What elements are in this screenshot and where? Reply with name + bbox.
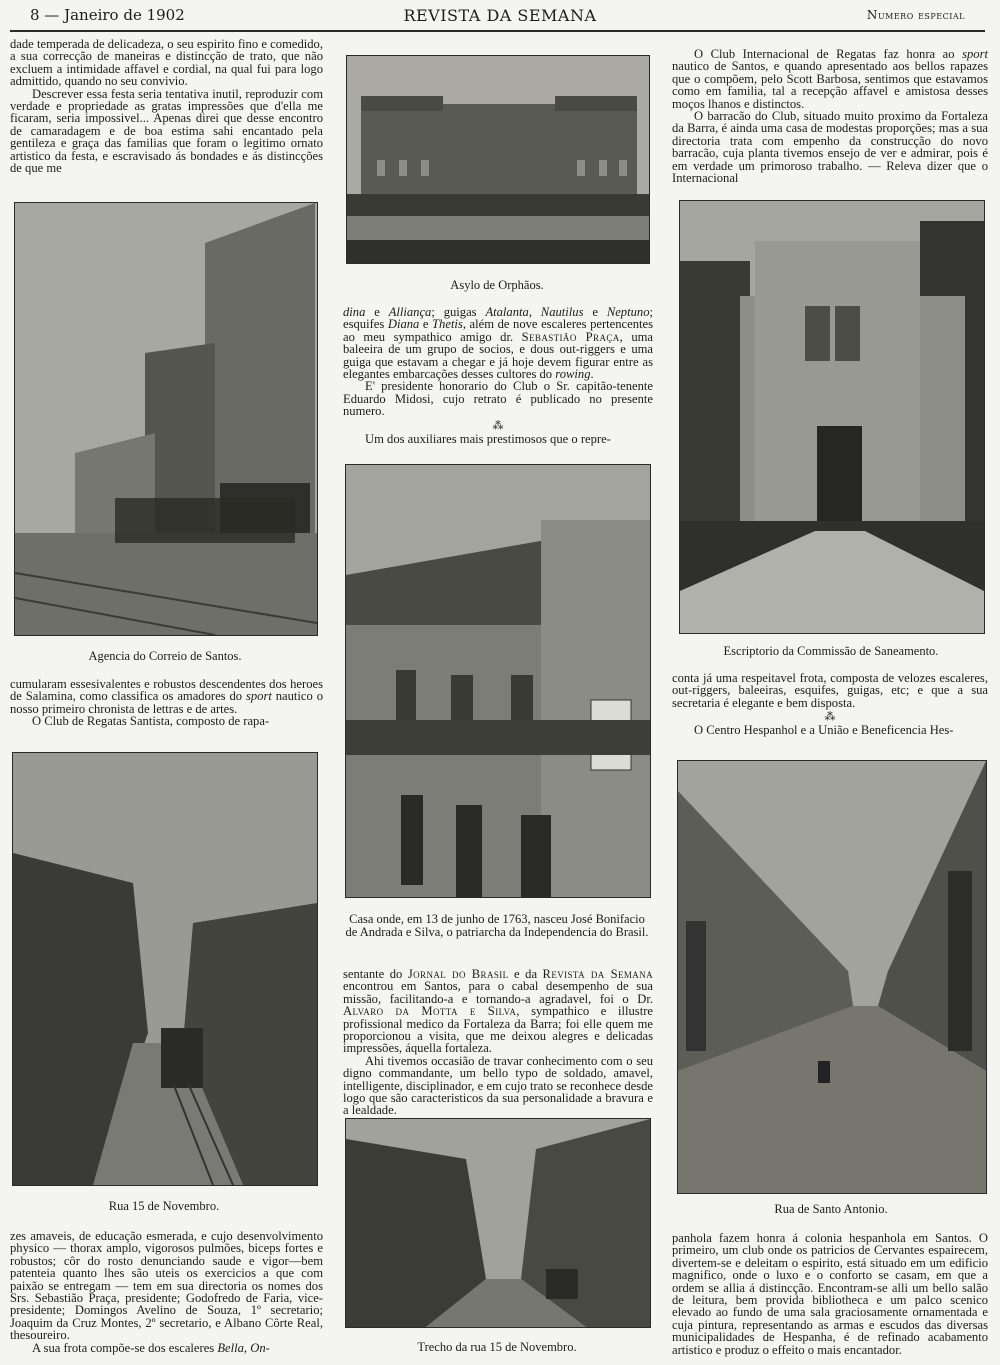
paragraph: O Centro Hespanhol e a União e Beneficencia Hes- — [694, 723, 954, 738]
paragraph: A sua frota compõe-se dos escaleres Bella, On- — [32, 1340, 270, 1355]
paragraph: Descrever essa festa seria tentativa inutil, reproduzir com verdade e propriedade as gratas impressões que d'ella me ficaram, seria impossivel... Apenas direi que desse encontro de camaradagem e de boa estima sahi encantado pela gentileza e graça das familias que foram o legitimo ornato artistico da festa, e escravisado ás bondades e ás distincções de que me — [10, 86, 323, 176]
page-header — [0, 4, 1000, 30]
center-text-block-2 — [343, 968, 653, 1117]
colonial-house-illustration — [346, 465, 650, 897]
left-text-block-3 — [10, 1230, 323, 1354]
paragraph: Um dos auxiliares mais prestimosos que o repre- — [365, 431, 611, 446]
caption: Casa onde, em 13 de junho de 1763, nasceu José Bonifacio de Andrada e Silva, o patriarcha da Independencia do Brasil. — [345, 912, 649, 939]
paragraph: dade temperada de delicadeza, o seu espirito fino e comedido, a sua correcção de maneiras e distincção de trato, que não excluem a intimidade affavel e cordial, na qual fui para logo admittido, quando no seu convivio. — [10, 37, 323, 89]
building-facade-illustration — [347, 56, 649, 263]
photo-casa-jose-bonifacio — [345, 464, 651, 898]
office-building-illustration — [680, 201, 984, 633]
paragraph: conta já uma respeitavel frota, composta de velozes escaleres, out-riggers, baleeiras, esquifes, guigas, etc; e que a sua secretaria é elegante e bem disposta. — [672, 671, 988, 710]
caption: Escriptorio da Commissão de Saneamento. — [723, 644, 939, 658]
caption: Rua de Santo Antonio. — [774, 1202, 888, 1216]
caption: Trecho da rua 15 de Novembro. — [417, 1340, 577, 1354]
paragraph: sentante do Jornal do Brasil e da Revista da Semana encontrou em Santos, para o cabal desempenho de sua missão, facilitando-a e tornando-a agradavel, foi o Dr. Alvaro da Motta e Silva, sympathico e illustre profissional medico da Fortaleza da Barra; foi elle quem me proporcionou a visita, que me deixou alegres e delicadas impressões, áquella fortaleza. — [343, 967, 654, 1056]
photo-asylo-orphaos — [346, 55, 650, 264]
photo-rua-santo-antonio — [677, 760, 987, 1194]
street-perspective-illustration — [678, 761, 986, 1193]
paragraph: panhola fazem honra á colonia hespanhola em Santos. O primeiro, um club onde os patricios de Cervantes espairecem, divertem-se e deleitam o espirito, está situado em um edificio magnifico, onde o luxo e o conforto se casam, em que a ordem se allia á distincção. Encontram-se alli um bello salão de leitura, bem provida bibliotheca e um palco scenico elevado ao fundo de uma sala graciosamente ornamentada e cuja pintura, representando as armas e escudos das diversas municipalidades de Hespanha, é de refinado acabamento artistico e produz o effeito o mais encantador. — [672, 1231, 988, 1357]
paragraph: O Club de Regatas Santista, composto de rapa- — [32, 714, 270, 729]
left-text-block-1 — [10, 38, 323, 174]
center-text-block-1 — [343, 306, 653, 445]
paragraph: zes amaveis, de educação esmerada, e cujo desenvolvimento physico — thorax amplo, vigorosos pulmões, biceps fortes e robustos; côr do rosto denunciando saude e vigor—bem patenteia quanto lhes são uteis os exercicios a que com paixão se entregam — tem em sua directoria os nomes dos Srs. Sebastião Praça, presidente; Godofredo de Faria, vice-presidente; Domingos Avelino de Souza, 1º secretario; Joaquim da Cruz Montes, 2º secretario, e Albano Côrte Real, thesoureiro. — [10, 1229, 323, 1343]
right-text-block-1 — [672, 48, 988, 184]
magazine-title: REVISTA DA SEMANA — [403, 6, 597, 25]
street-building-illustration — [15, 203, 317, 635]
paragraph: dina e Alliança; guigas Atalanta, Nautilus e Neptuno; esquifes Diana e Thetis, além de nove escaleres pertencentes ao meu sympathico amigo dr. Sebastião Praça, uma baleeira de um grupo de socios, e dous out-riggers e uma guiga que estavam a chegar e já hoje devem figurar entre as elegantes embarcações desses cultores do rowing. — [343, 305, 654, 382]
street-scene-illustration — [346, 1119, 650, 1327]
photo-agencia-correio — [14, 202, 318, 636]
caption: Agencia do Correio de Santos. — [88, 649, 242, 663]
photo-rua-15-novembro — [12, 752, 318, 1186]
asterism-divider: ⁂ — [492, 419, 504, 432]
left-text-block-2 — [10, 678, 323, 728]
caption: Asylo de Orphãos. — [450, 278, 544, 292]
page-number-date: 8 — Janeiro de 1902 — [30, 6, 185, 24]
right-text-block-2 — [672, 672, 988, 737]
paragraph: Ahi tivemos occasião de travar conhecimento com o seu digno commandante, um bello typo de soldado, amavel, intelligente, disciplinador, e em cujo trato se reconhece desde logo que são caracteristicos da sua personalidade a bravura e a lealdade. — [343, 1053, 653, 1118]
photo-escriptorio-saneamento — [679, 200, 985, 634]
caption: Rua 15 de Novembro. — [108, 1199, 220, 1213]
issue-label: Numero especial — [866, 8, 965, 22]
paragraph: O barracão do Club, situado muito proximo da Fortaleza da Barra, é ainda uma casa de modestas proporções; mas a sua directoria trata com empenho da construcção do novo barracão, cuja planta tivemos ensejo de ver e admirar, pois é em verdade um primoroso trabalho. — Releva dizer que o Internacional — [672, 109, 988, 186]
paragraph: O Club Internacional de Regatas faz honra ao sport nautico de Santos, e quando apresentado aos bellos rapazes que o compõem, pelo Scott Barbosa, sentimos que estavamos como em familia, tal a recepção affavel e amistosa desses moços lhanos e distinctos. — [672, 47, 988, 111]
street-tram-illustration — [13, 753, 317, 1185]
header-rule — [10, 30, 985, 32]
photo-trecho-rua-15 — [345, 1118, 651, 1328]
paragraph: cumularam essesivalentes e robustos descendentes dos heroes de Salamina, como classifica os amadores do sport nautico o nosso primeiro chronista de lettras e de artes. — [10, 677, 323, 716]
right-text-block-3 — [672, 1232, 988, 1356]
paragraph: E' presidente honorario do Club o Sr. capitão-tenente Eduardo Midosi, cujo retrato é publicado no presente numero. — [343, 379, 653, 419]
asterism-divider: ⁂ — [824, 711, 836, 724]
